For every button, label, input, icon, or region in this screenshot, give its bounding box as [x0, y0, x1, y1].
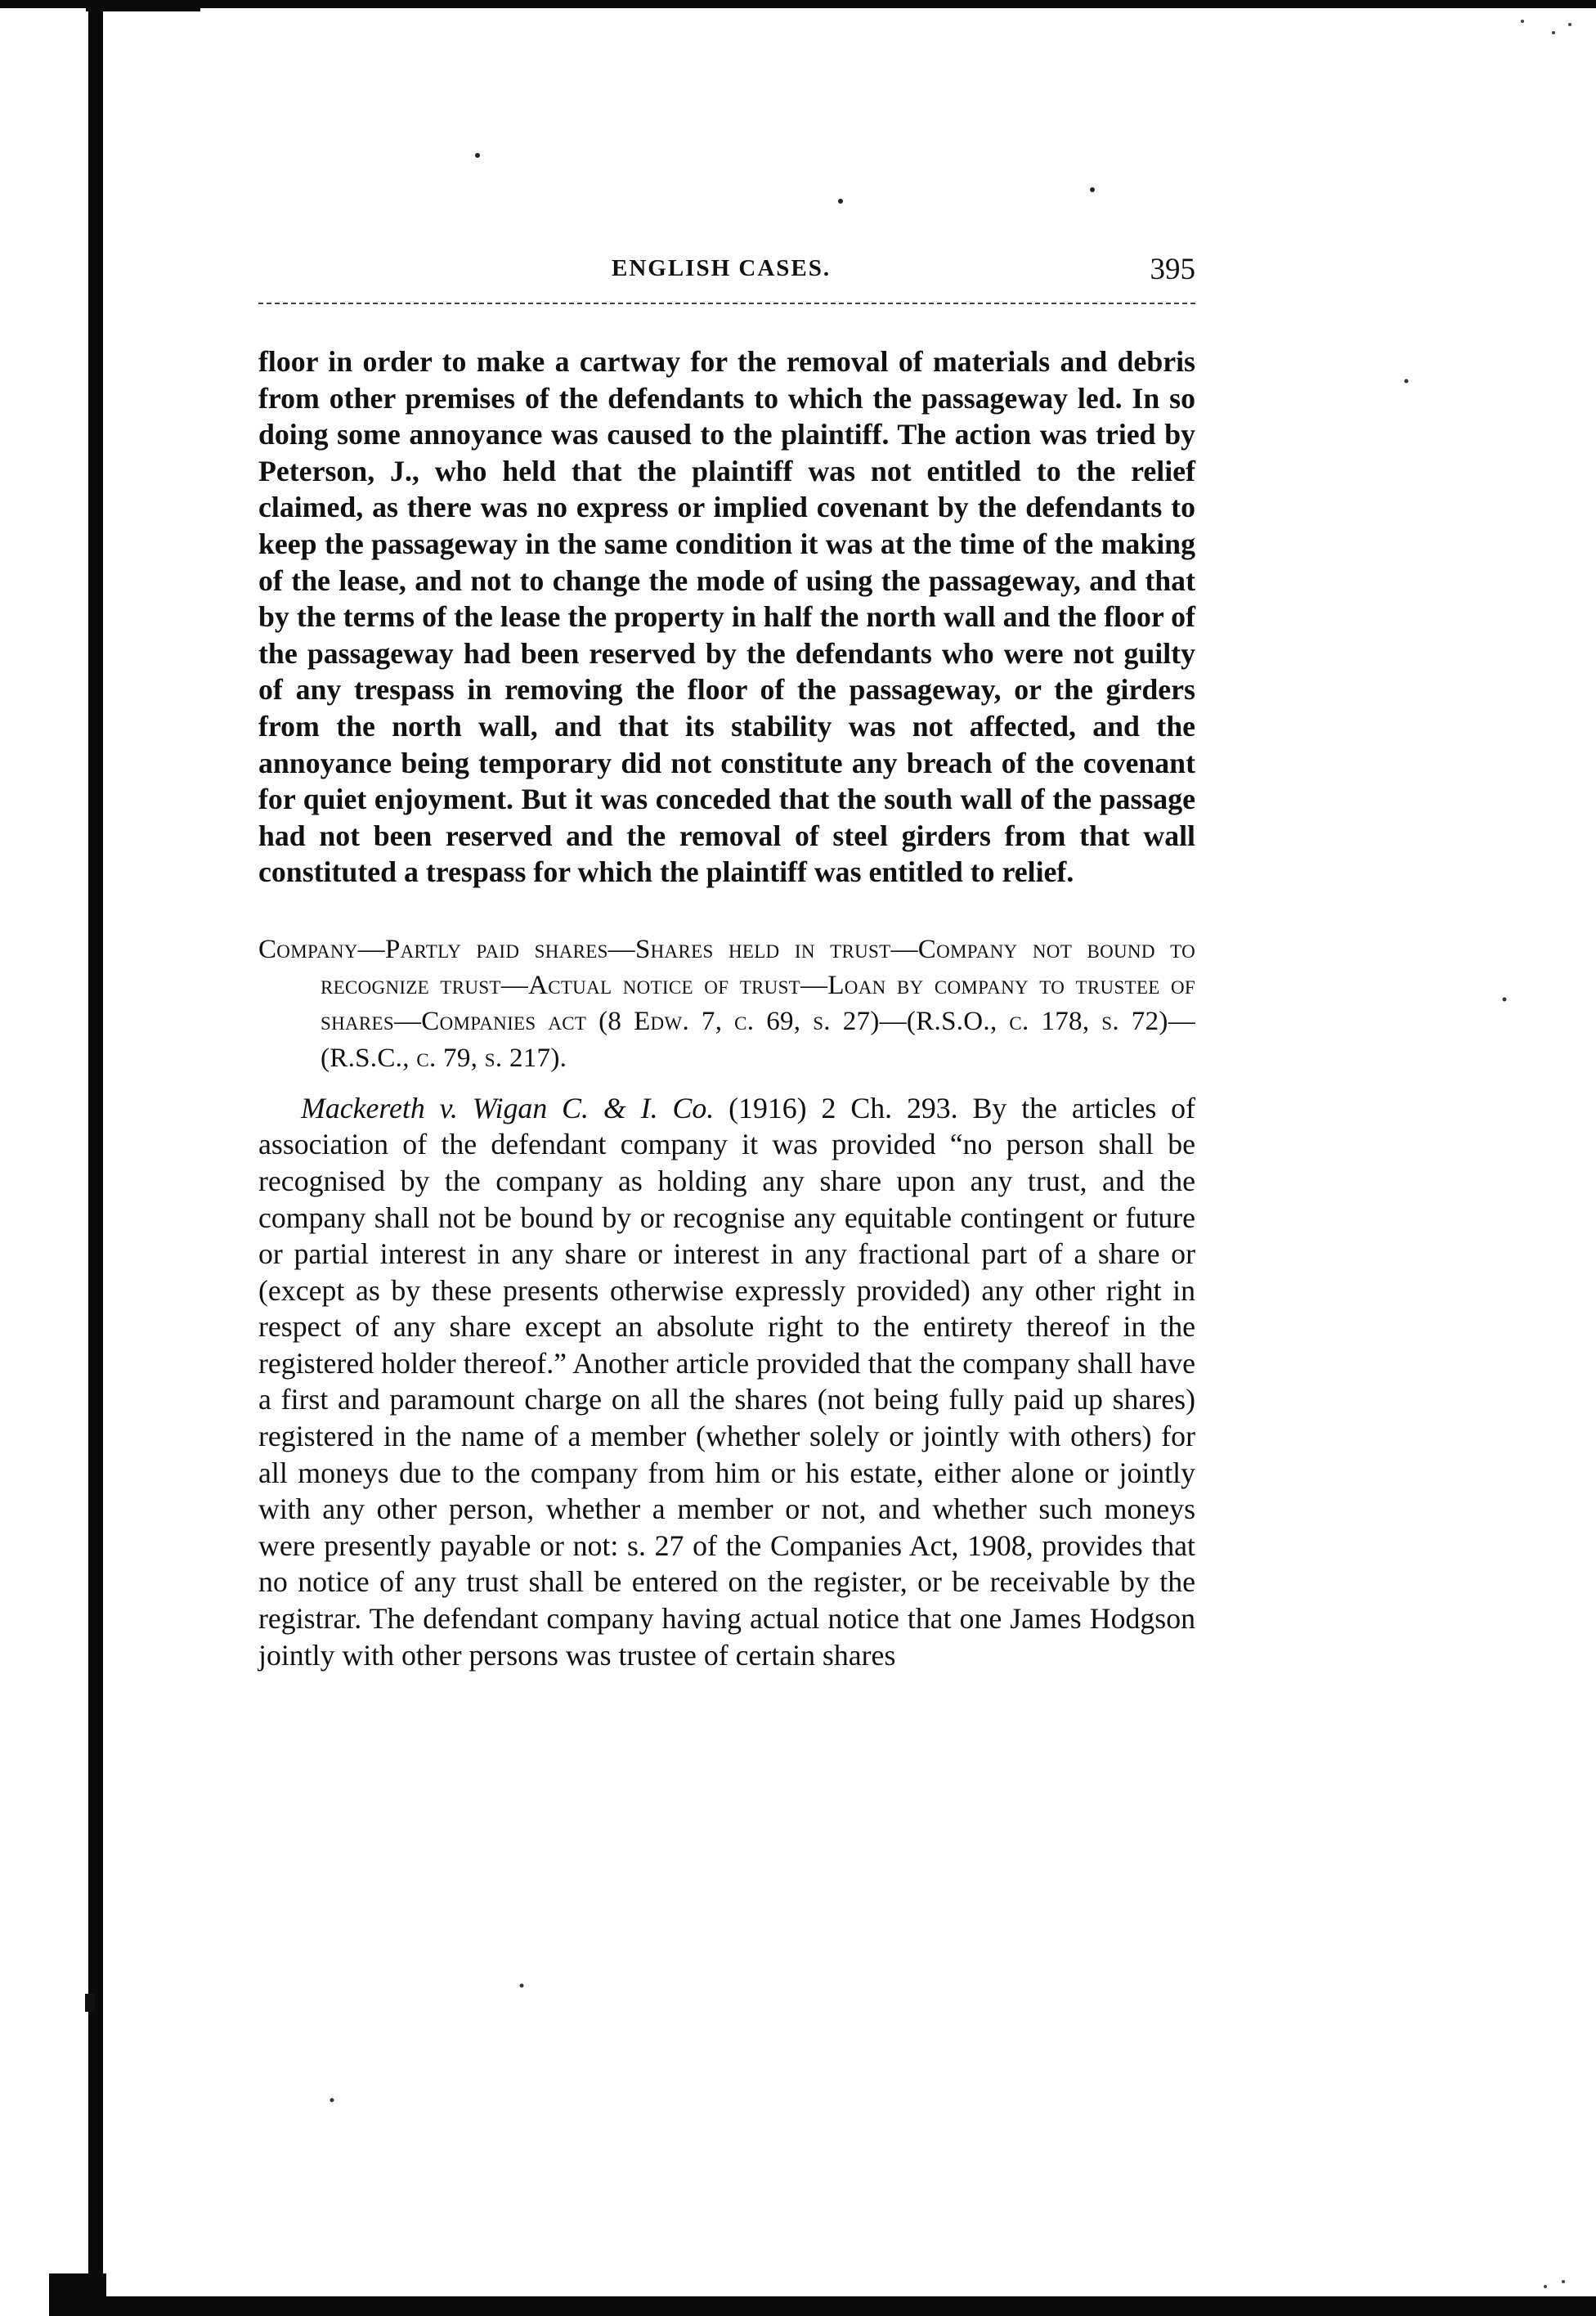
scan-border-corner — [86, 0, 200, 11]
case-headnote: Company—Partly paid shares—Shares held in trust—Company not bound to recognize trust—Actual notice of trust—Loan by company to trustee of shares—Companies act (8 Edw. 7, c. 69, s. 27)—(R.S.O., c. 178, s. 72)—(R.S.C., c. 79, s. 217). — [258, 934, 1195, 1073]
scan-margin — [0, 0, 88, 2316]
scan-border-corner-bottom — [49, 2273, 106, 2316]
header-rule — [258, 303, 1195, 304]
page-number: 395 — [1150, 253, 1195, 286]
case-paragraph — [258, 1090, 1195, 1674]
running-title: ENGLISH CASES. — [612, 255, 832, 281]
body-paragraph: floor in order to make a cartway for the removal of materials and debris from other premises of the defendants to which the passageway led. In so doing some annoyance was caused to the plaintiff. The action was tried by Peterson, J., who held that the plaintiff was not entitled to the relief claimed, as there was no express or implied covenant by the defendants to keep the passageway in the same condition it was at the time of the making of the lease, and not to change the mode of using the passageway, and that by the terms of the lease the property in half the north wall and the floor of the passageway had been reserved by the defendants who were not guilty of any trespass in removing the floor of the passageway, or the girders from the north wall, and that its stability was not affected, and the annoyance being temporary did not constitute any breach of the covenant for quiet enjoyment. But it was conceded that the south wall of the passage had not been reserved and the removal of steel girders from that wall constituted a trespass for which the plaintiff was entitled to relief. — [258, 345, 1195, 889]
case-name: Mackereth v. Wigan C. & I. Co. — [301, 1091, 715, 1124]
scan-border-left — [88, 0, 103, 2316]
scan-border-top — [0, 0, 1596, 8]
running-header — [258, 252, 1195, 291]
scan-border-bottom — [49, 2296, 1596, 2316]
case-text: (1916) 2 Ch. 293. By the articles of association of the defendant company it was provided “no person shall be recognised by the company as holding any share upon any trust, and the company shall not be bound by or recognise any equitable contingent or future or partial interest in any share or interest in any fractional part of a share or (except as by these presents otherwise expressly provided) any other right in respect of any share except an absolute right to the entirety thereof in the registered holder thereof.” Another article provided that the company shall have a first and paramount charge on all the shares (not being fully paid up shares) registered in the name of a member (whether solely or jointly with others) for all moneys due to the company from him or his estate, either alone or jointly with any other person, whether a member or not, and whether such moneys were presently payable or not: s. 27 of the Companies Act, 1908, provides that no notice of any trust shall be entered on the register, or be receivable by the registrar. The defendant company having actual notice that one James Hodgson jointly with other persons was trustee of certain shares — [258, 1091, 1195, 1672]
page-body — [258, 343, 1195, 1673]
